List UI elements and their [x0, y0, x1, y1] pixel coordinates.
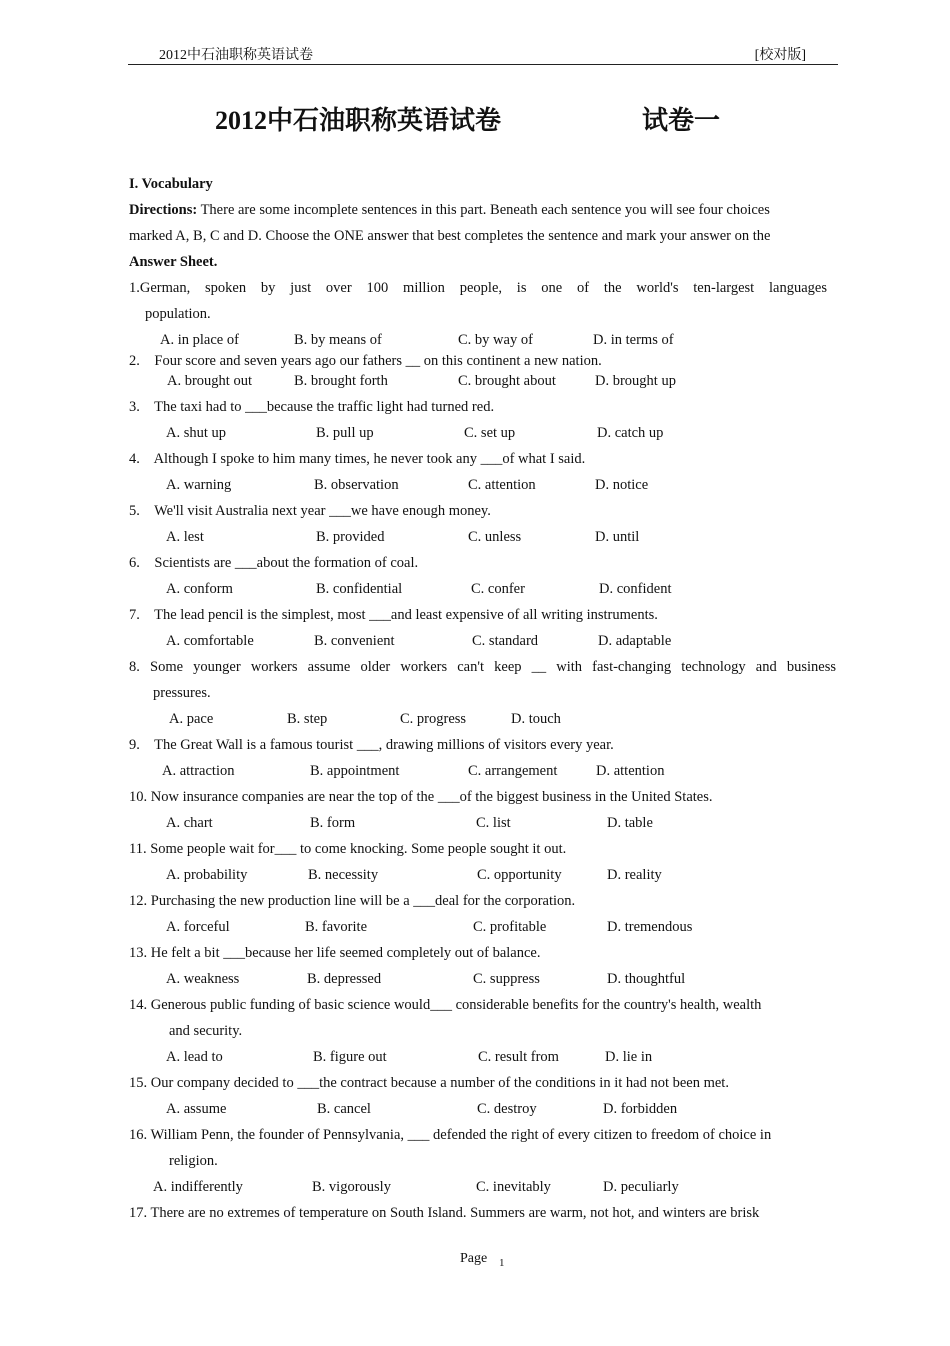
option-d: D. until [595, 529, 640, 545]
option-b: B. necessity [308, 867, 379, 883]
question-stem-cont: and security. [169, 1023, 243, 1039]
question-stem: 2. Four score and seven years ago our fathers __ on this continent a new nation. [129, 353, 602, 369]
question-stem-cont: religion. [169, 1153, 218, 1169]
option-d: D. catch up [597, 425, 664, 441]
option-d: D. table [607, 815, 653, 831]
option-b: B. depressed [307, 971, 382, 987]
option-b: B. observation [314, 477, 399, 493]
option-a: A. lead to [166, 1049, 223, 1065]
question-stem: 7. The lead pencil is the simplest, most ___and least expensive of all writing instruments. [129, 607, 658, 623]
option-c: C. unless [468, 529, 522, 545]
option-d: D. in terms of [593, 332, 674, 348]
section-heading: I. Vocabulary [129, 176, 213, 192]
directions-line-2: marked A, B, C and D. Choose the ONE answer that best completes the sentence and mark your answer on the [129, 228, 771, 244]
option-c: C. opportunity [477, 867, 562, 883]
option-b: B. confidential [316, 581, 403, 597]
option-a: A. warning [166, 477, 232, 493]
option-a: A. conform [166, 581, 233, 597]
question-stem: 3. The taxi had to ___because the traffic light had turned red. [129, 399, 495, 415]
option-d: D. lie in [605, 1049, 653, 1065]
running-header-version: [校对版] [754, 48, 806, 63]
option-a: A. attraction [162, 763, 235, 779]
option-b: B. convenient [314, 633, 395, 649]
option-d: D. attention [596, 763, 665, 779]
option-d: D. notice [595, 477, 649, 493]
header-rule [128, 64, 838, 65]
option-d: D. touch [511, 711, 561, 727]
question-stem: 12. Purchasing the new production line will be a ___deal for the corporation. [129, 893, 576, 909]
option-d: D. brought up [595, 373, 676, 389]
page-number: 1 [499, 1257, 505, 1269]
question-stem: 10. Now insurance companies are near the top of the ___of the biggest business in the United States. [129, 789, 713, 805]
option-b: B. pull up [316, 425, 374, 441]
option-c: C. suppress [473, 971, 540, 987]
directions-line-1 [129, 202, 770, 219]
question-stem: 15. Our company decided to ___the contract because a number of the conditions in it had not been met. [129, 1075, 729, 1091]
option-b: B. brought forth [294, 373, 388, 389]
question-stem: 14. Generous public funding of basic science would___ considerable benefits for the country's health, wealth [129, 997, 762, 1013]
option-c: C. list [476, 815, 511, 831]
option-b: B. provided [316, 529, 385, 545]
option-d: D. thoughtful [607, 971, 686, 987]
question-stem: 5. We'll visit Australia next year ___we have enough money. [129, 503, 491, 519]
option-a: A. pace [169, 711, 214, 727]
question-stem-cont: population. [145, 306, 211, 322]
option-a: A. lest [166, 529, 204, 545]
option-a: A. indifferently [153, 1179, 243, 1195]
option-b: B. appointment [310, 763, 400, 779]
option-b: B. step [287, 711, 328, 727]
option-c: C. arrangement [468, 763, 558, 779]
question-stem: 11. Some people wait for___ to come knocking. Some people sought it out. [129, 841, 567, 857]
question-stem: 4. Although I spoke to him many times, he never took any ___of what I said. [129, 451, 586, 467]
option-b: B. favorite [305, 919, 368, 935]
option-d: D. tremendous [607, 919, 693, 935]
option-a: A. assume [166, 1101, 227, 1117]
option-c: C. progress [400, 711, 467, 727]
option-c: C. standard [472, 633, 539, 649]
option-a: A. brought out [167, 373, 252, 389]
page-subtitle: 试卷一 [642, 106, 721, 135]
option-c: C. profitable [473, 919, 547, 935]
option-a: A. in place of [160, 332, 239, 348]
page-title: 2012中石油职称英语试卷 [215, 106, 502, 135]
option-d: D. confident [599, 581, 672, 597]
option-c: C. set up [464, 425, 516, 441]
option-a: A. weakness [166, 971, 240, 987]
page-footer-label: Page [460, 1251, 488, 1266]
question-stem: 17. There are no extremes of temperature on South Island. Summers are warm, not hot, and winters are brisk [129, 1205, 760, 1221]
option-b: B. form [310, 815, 356, 831]
option-d: D. adaptable [598, 633, 672, 649]
directions-text-1: There are some incomplete sentences in this part. Beneath each sentence you will see four choices [197, 202, 770, 218]
option-d: D. forbidden [603, 1101, 678, 1117]
option-d: D. reality [607, 867, 662, 883]
question-stem: 9. The Great Wall is a famous tourist ___, drawing millions of visitors every year. [129, 737, 614, 753]
question-stem-cont: pressures. [153, 685, 211, 701]
option-b: B. cancel [317, 1101, 371, 1117]
question-stem: 16. William Penn, the founder of Pennsylvania, ___ defended the right of every citizen to freedom of choice in [129, 1127, 772, 1143]
question-stem: 8. Some younger workers assume older workers can't keep __ with fast-changing technology and business [129, 659, 836, 675]
option-b: B. figure out [313, 1049, 387, 1065]
option-a: A. chart [166, 815, 213, 831]
option-c: C. by way of [458, 332, 533, 348]
option-b: B. vigorously [312, 1179, 391, 1195]
directions-label: Directions: [129, 202, 198, 218]
question-stem: 1.German, spoken by just over 100 million people, is one of the world's ten-largest languages [129, 280, 827, 296]
question-stem: 13. He felt a bit ___because her life seemed completely out of balance. [129, 945, 541, 961]
option-a: A. probability [166, 867, 248, 883]
directions-line-3: Answer Sheet. [129, 254, 218, 270]
option-c: C. result from [478, 1049, 559, 1065]
option-c: C. inevitably [476, 1179, 551, 1195]
option-c: C. confer [471, 581, 525, 597]
option-c: C. brought about [458, 373, 556, 389]
option-d: D. peculiarly [603, 1179, 679, 1195]
option-a: A. forceful [166, 919, 230, 935]
option-a: A. comfortable [166, 633, 254, 649]
option-a: A. shut up [166, 425, 227, 441]
option-c: C. attention [468, 477, 536, 493]
question-stem: 6. Scientists are ___about the formation of coal. [129, 555, 419, 571]
running-header-title: 2012中石油职称英语试卷 [159, 48, 313, 63]
option-b: B. by means of [294, 332, 382, 348]
option-c: C. destroy [477, 1101, 537, 1117]
